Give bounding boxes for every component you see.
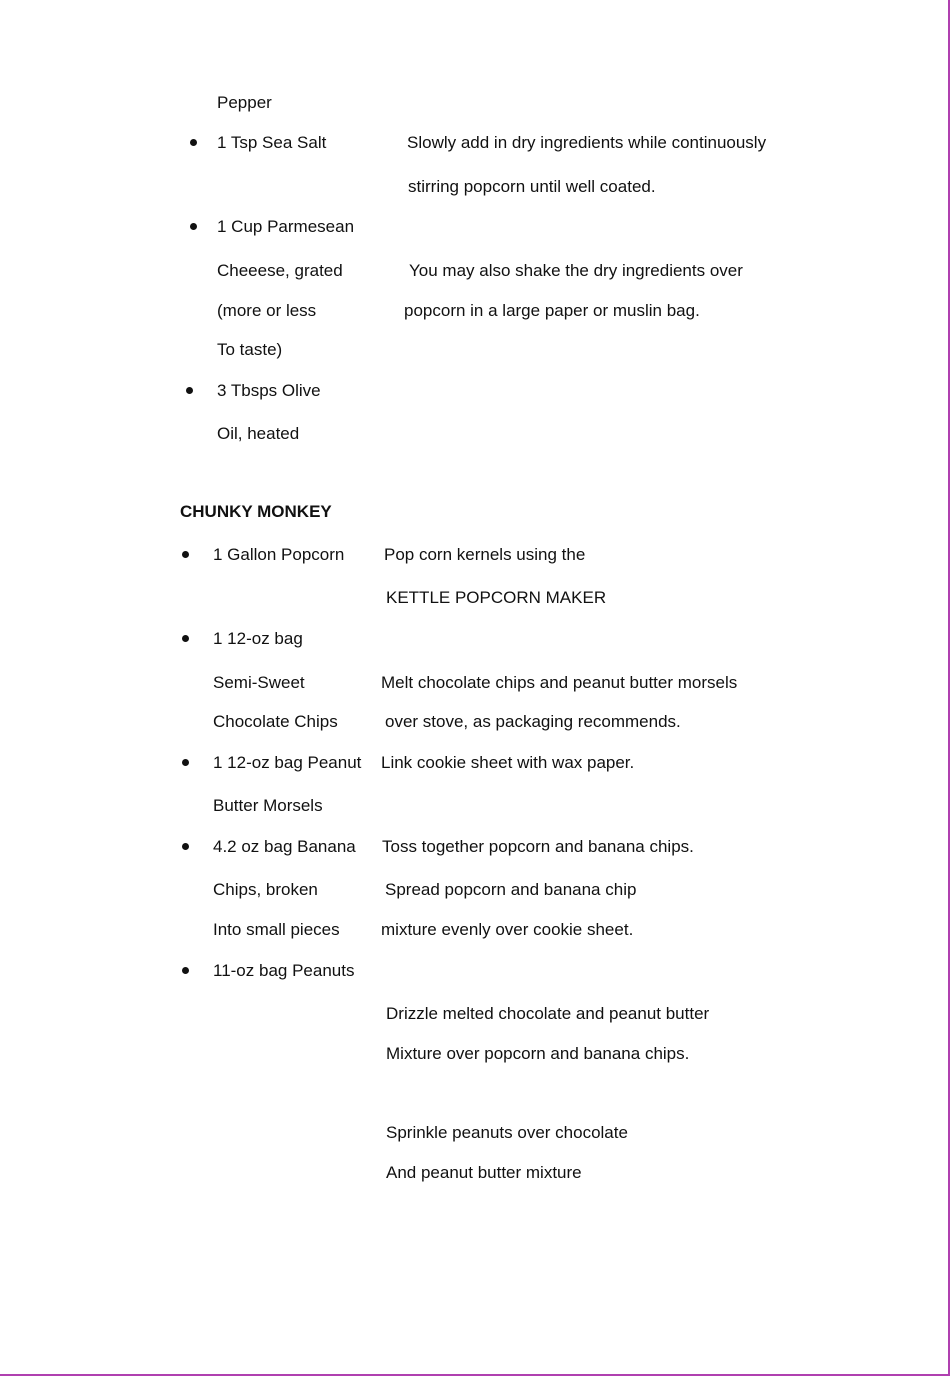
step-line: You may also shake the dry ingredients over — [409, 261, 743, 280]
bullet-icon — [186, 387, 193, 394]
ingredient-line: 4.2 oz bag Banana — [213, 837, 356, 856]
bullet-icon — [190, 139, 197, 146]
ingredient-line: 1 12-oz bag Peanut — [213, 753, 362, 772]
step-line: over stove, as packaging recommends. — [385, 712, 681, 731]
step-line: Spread popcorn and banana chip — [385, 880, 637, 899]
ingredient-line: 1 Cup Parmesean — [217, 217, 355, 236]
ingredient-line: Chocolate Chips — [213, 712, 338, 731]
ingredient-line: 1 Tsp Sea Salt — [217, 133, 327, 152]
step-line: Pop corn kernels using the — [384, 545, 586, 564]
ingredient-line: (more or less — [217, 301, 317, 320]
ingredient-line: Oil, heated — [217, 424, 300, 443]
step-line: Slowly add in dry ingredients while continuously — [407, 133, 767, 152]
step-line: stirring popcorn until well coated. — [408, 177, 656, 196]
step-line: KETTLE POPCORN MAKER — [386, 588, 607, 607]
recipe-title: CHUNKY MONKEY — [180, 502, 332, 521]
bullet-icon — [182, 759, 189, 766]
bullet-icon — [182, 551, 189, 558]
ingredient-line: Butter Morsels — [213, 796, 323, 815]
bullet-icon — [190, 223, 197, 230]
ingredient-line: 1 Gallon Popcorn — [213, 545, 345, 564]
ingredient-line: To taste) — [217, 340, 283, 359]
step-line: Toss together popcorn and banana chips. — [382, 837, 694, 856]
step-line: And peanut butter mixture — [386, 1163, 582, 1182]
step-line: Link cookie sheet with wax paper. — [381, 753, 635, 772]
ingredient-line: Chips, broken — [213, 880, 318, 899]
step-line: Sprinkle peanuts over chocolate — [386, 1123, 628, 1142]
ingredient-line: Pepper — [217, 93, 272, 112]
bullet-icon — [182, 843, 189, 850]
ingredient-line: 11-oz bag Peanuts — [213, 961, 355, 980]
bullet-icon — [182, 967, 189, 974]
ingredient-line: 3 Tbsps Olive — [217, 381, 321, 400]
ingredient-line: 1 12-oz bag — [213, 629, 303, 648]
ingredient-line: Cheeese, grated — [217, 261, 343, 280]
bullet-icon — [182, 635, 189, 642]
ingredient-line: Semi-Sweet — [213, 673, 305, 692]
ingredient-line: Into small pieces — [213, 920, 340, 939]
step-line: mixture evenly over cookie sheet. — [381, 920, 634, 939]
step-line: Mixture over popcorn and banana chips. — [386, 1044, 690, 1063]
step-line: popcorn in a large paper or muslin bag. — [404, 301, 700, 320]
step-line: Melt chocolate chips and peanut butter morsels — [381, 673, 738, 692]
step-line: Drizzle melted chocolate and peanut butter — [386, 1004, 710, 1023]
